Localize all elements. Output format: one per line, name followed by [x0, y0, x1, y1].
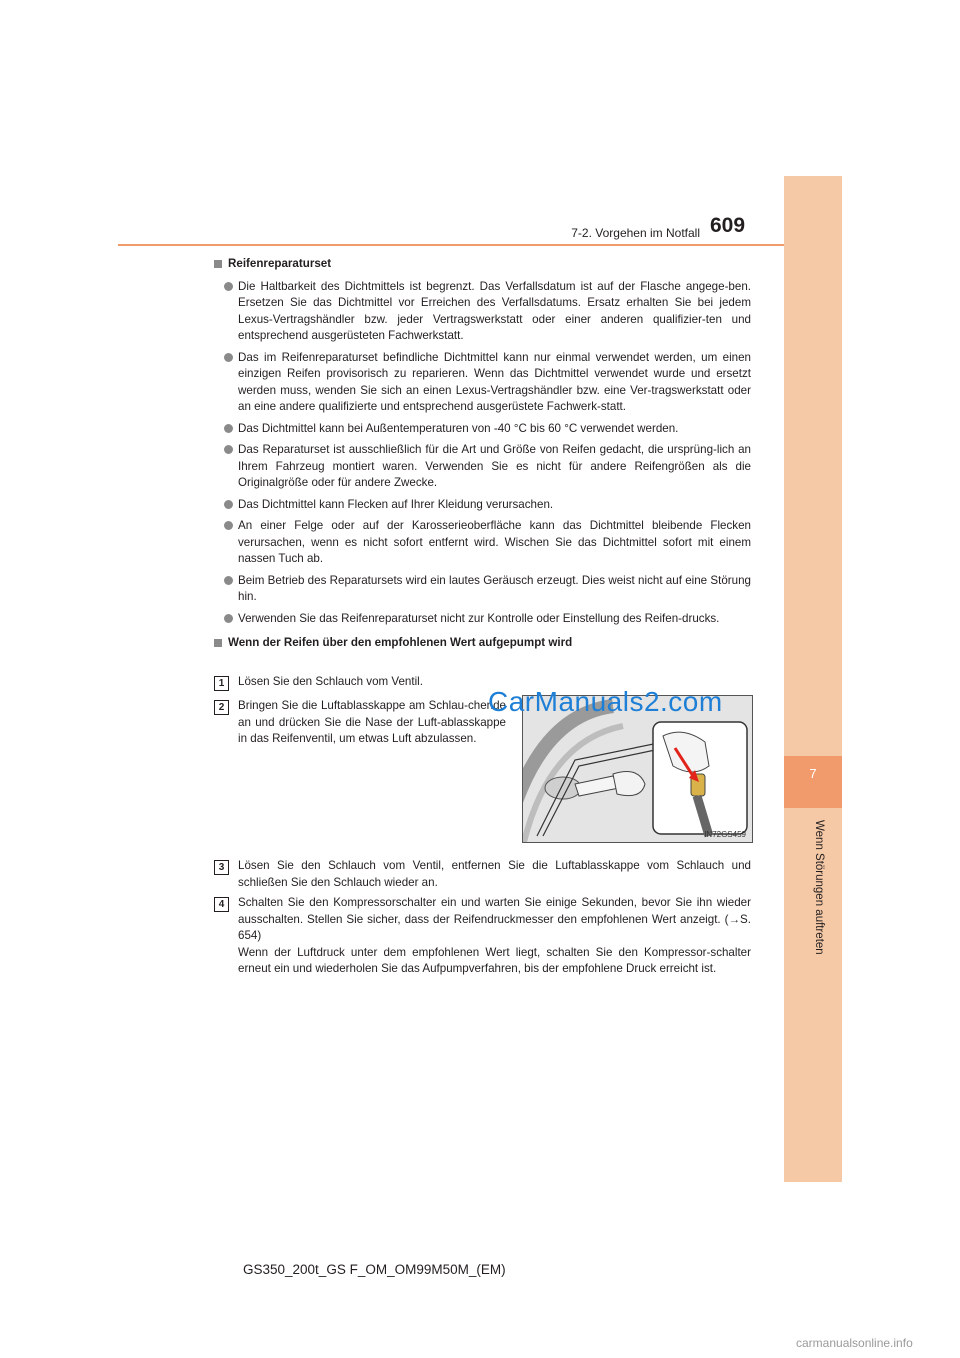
heading-text: Reifenreparaturset: [228, 257, 332, 270]
heading-text: Wenn der Reifen über den empfohlenen Wert aufgepumpt wird: [228, 636, 573, 649]
step-number-2: 2: [214, 700, 229, 715]
list-item: Das im Reifenreparaturset befindliche Dichtmittel kann nur einmal verwendet werden, um einen einzigen Reifen provisorisch zu reparieren. Wenn das Dichtmittel verwendet wurde und ersetzt werden muss, wenden Sie sich an einen Lexus-Vertragshändler bzw. eine Ver-tragswerkstatt oder an eine andere qualifizierte und entsprechend ausgerüstete Fachwerk-statt.: [214, 350, 751, 416]
list-item: Das Dichtmittel kann Flecken auf Ihrer Kleidung verursachen.: [214, 497, 751, 514]
figure-code: IN72GS459: [704, 830, 746, 839]
list-item: Beim Betrieb des Reparatursets wird ein lautes Geräusch erzeugt. Dies weist nicht auf eine Störung hin.: [214, 573, 751, 606]
circle-bullet-icon: [224, 500, 233, 509]
circle-bullet-icon: [224, 424, 233, 433]
circle-bullet-icon: [224, 445, 233, 454]
circle-bullet-icon: [224, 576, 233, 585]
chapter-number-block: [784, 756, 842, 808]
square-bullet-icon: [214, 639, 222, 647]
section-header: 7-2. Vorgehen im Notfall: [571, 226, 700, 240]
step-2-text: Bringen Sie die Luftablasskappe am Schlau-chende an und drücken Sie die Nase der Luft-ablasskappe in das Reifenventil, um etwas Luft abzulassen.: [238, 699, 506, 745]
footer-model-code: GS350_200t_GS F_OM_OM99M50M_(EM): [243, 1262, 506, 1277]
section-heading: [214, 256, 751, 273]
chapter-side-tab: [784, 176, 842, 1182]
step-1-text: Lösen Sie den Schlauch vom Ventil.: [238, 675, 423, 688]
step-4-line-2: Wenn der Luftdruck unter dem empfohlenen Wert liegt, schalten Sie den Kompressor-schalter erneut ein und wiederholen Sie das Aufpumpverfahren, bis der empfohlene Druck erreicht ist.: [238, 945, 751, 975]
footer-site-watermark: carmanualsonline.info: [796, 1336, 913, 1350]
circle-bullet-icon: [224, 353, 233, 362]
list-item: Das Dichtmittel kann bei Außentemperaturen von -40 °C bis 60 °C verwendet werden.: [214, 421, 751, 438]
step-number-3: 3: [214, 860, 229, 875]
list-item: Verwenden Sie das Reifenreparaturset nicht zur Kontrolle oder Einstellung des Reifen-drucks.: [214, 611, 751, 628]
step-4-text: [238, 895, 751, 978]
step-3-text: Lösen Sie den Schlauch vom Ventil, entfernen Sie die Luftablasskappe vom Schlauch und schließen Sie den Schlauch wieder an.: [238, 859, 751, 889]
watermark-logo: CarManuals2.com: [488, 686, 723, 717]
square-bullet-icon: [214, 260, 222, 268]
section-heading: [214, 635, 751, 652]
header-rule: [118, 244, 784, 246]
list-item: Das Reparaturset ist ausschließlich für die Art und Größe von Reifen gedacht, die ursprüng-lich an Ihrem Fahrzeug montiert waren. Verwenden Sie es nicht für andere Reifengrößen als die Originalgröße oder für andere Zwecke.: [214, 442, 751, 492]
step-number-4: 4: [214, 897, 229, 912]
chapter-number: 7: [809, 766, 817, 781]
step-number-1: 1: [214, 676, 229, 691]
chapter-title: Wenn Störungen auftreten: [813, 820, 825, 955]
circle-bullet-icon: [224, 521, 233, 530]
step-4-line-1: Schalten Sie den Kompressorschalter ein und warten Sie einige Sekunden, bevor Sie ihn wieder ausschalten. Stellen Sie sicher, dass der Reifendruckmesser den empfohlenen Wert anzeigt. (→S. 654): [238, 896, 751, 942]
content-section-1: [214, 256, 751, 658]
list-item: An einer Felge oder auf der Karosserieoberfläche kann das Dichtmittel bleibende Flecken verursachen, wenn es nicht sofort entfernt wird. Wischen Sie das Dichtmittel sofort mit einem nassen Tuch ab.: [214, 518, 751, 568]
page-number: 609: [710, 214, 746, 237]
list-item: Die Haltbarkeit des Dichtmittels ist begrenzt. Das Verfallsdatum ist auf der Flasche angege-ben. Ersetzen Sie das Dichtmittel vor Erreichen des Verfallsdatums. Ersatz erhalten Sie bei jedem Lexus-Vertragshändler bzw. jeder Vertragswerkstatt oder einer anderen qualifizier-ten und entsprechend ausgerüsteten Fachwerkstatt.: [214, 279, 751, 345]
circle-bullet-icon: [224, 614, 233, 623]
circle-bullet-icon: [224, 282, 233, 291]
